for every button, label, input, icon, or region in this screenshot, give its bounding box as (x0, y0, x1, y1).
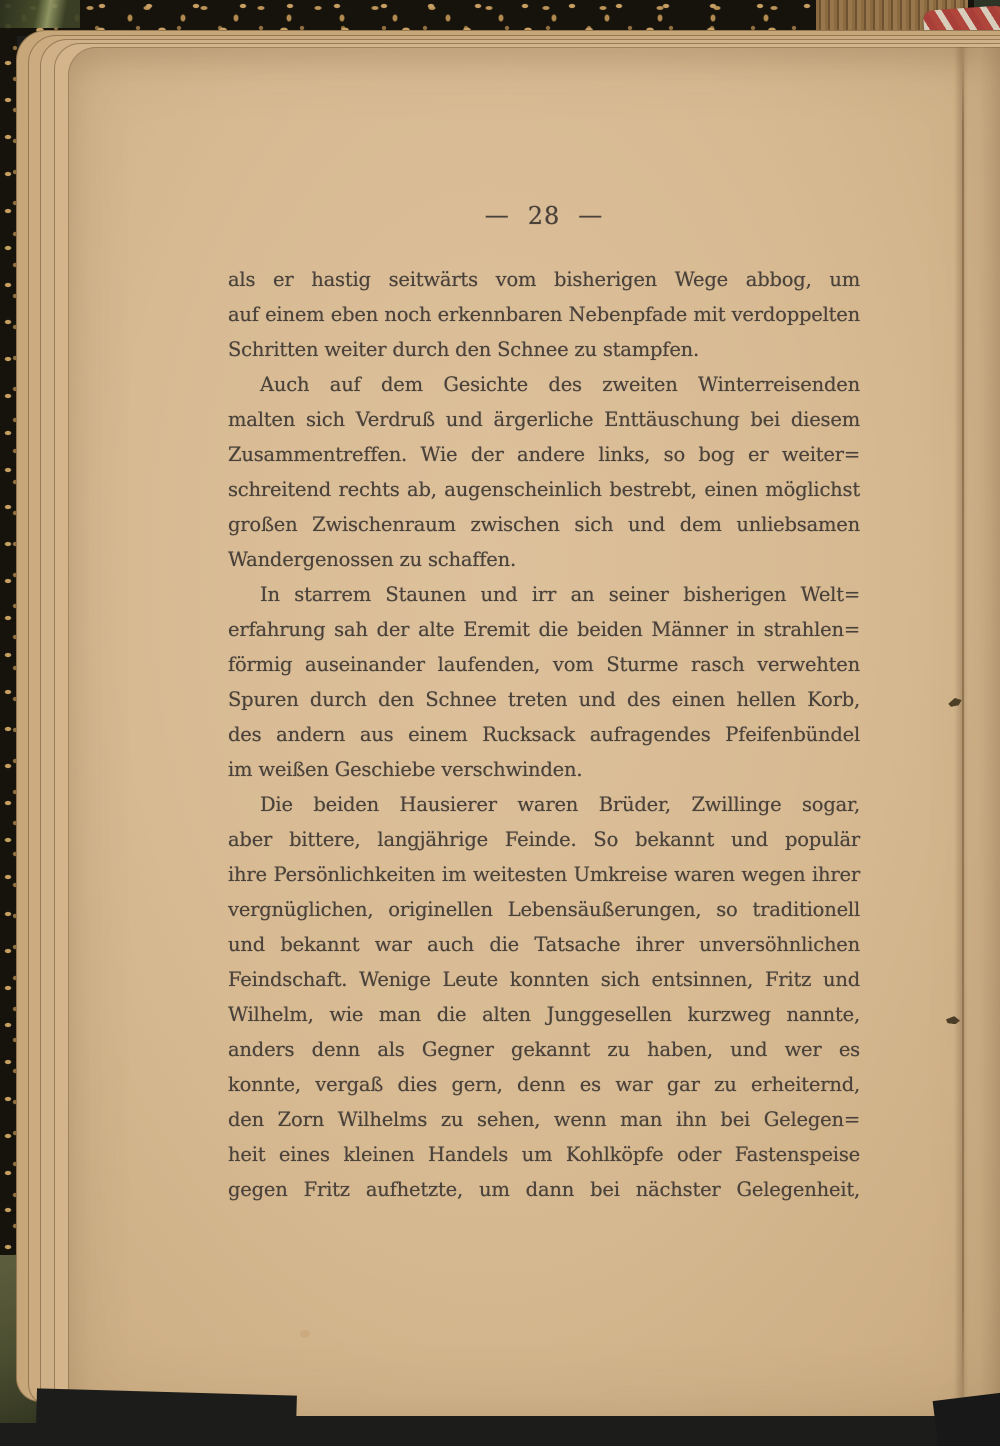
text-line: Wandergenossen zu schaffen. (228, 548, 516, 571)
text-line: großen Zwischenraum zwischen sich und dem unliebsamen (228, 513, 860, 536)
text-line: aber bittere, langjährige Feinde. So bekannt und populär (228, 828, 860, 851)
page-number: 28 (527, 202, 561, 230)
header-dash-left: — (484, 201, 510, 229)
text-line: Spuren durch den Schnee treten und des einen hellen Korb, (228, 688, 860, 711)
text-line: ihre Persönlichkeiten im weitesten Umkreise waren wegen ihrer (228, 863, 860, 886)
text-line: im weißen Geschiebe verschwinden. (228, 758, 583, 781)
text-line: und bekannt war auch die Tatsache ihrer unversöhnlichen (228, 933, 860, 956)
text-line: Wilhelm, wie man die alten Junggesellen kurzweg nannte, (228, 1003, 860, 1026)
paragraph-2 (228, 367, 860, 577)
text-line: gegen Fritz aufhetzte, um dann bei nächster Gelegenheit, (228, 1178, 860, 1201)
header-dash-right: — (578, 201, 604, 229)
gutter-shading (954, 47, 1000, 1416)
text-line: In starrem Staunen und irr an seiner bisherigen Welt= (260, 583, 860, 606)
text-line: Die beiden Hausierer waren Brüder, Zwillinge sogar, (260, 793, 860, 816)
text-line: erfahrung sah der alte Eremit die beiden Männer in strahlen= (228, 618, 860, 641)
text-line: des andern aus einem Rucksack aufragendes Pfeifenbündel (228, 723, 860, 746)
text-line: förmig auseinander laufenden, vom Sturme rasch verwehten (228, 653, 860, 676)
text-line: als er hastig seitwärts vom bisherigen Wege abbog, um (228, 268, 860, 291)
text-line: malten sich Verdruß und ärgerliche Enttäuschung bei diesem (228, 408, 860, 431)
text-line: Auch auf dem Gesichte des zweiten Winterreisenden (260, 373, 860, 396)
text-line: auf einem eben noch erkennbaren Nebenpfade mit verdoppelten (228, 303, 860, 326)
text-line: Feindschaft. Wenige Leute konnten sich entsinnen, Fritz und (228, 968, 860, 991)
text-line: konnte, vergaß dies gern, denn es war gar zu erheiternd, (228, 1073, 860, 1096)
cover-corner-top-left (0, 0, 80, 28)
text-line: schreitend rechts ab, augenscheinlich bestrebt, einen möglichst (228, 478, 860, 501)
paragraph-3 (228, 577, 860, 787)
body-text (228, 262, 860, 1207)
paragraph-1 (228, 262, 860, 367)
table-surface (933, 1391, 1000, 1446)
marbled-cover-left-edge (0, 20, 17, 1265)
text-line: den Zorn Wilhelms zu sehen, wenn man ihn bei Gelegen= (228, 1108, 860, 1131)
gutter-crease (962, 47, 964, 1416)
text-line: vergnüglichen, originellen Lebensäußerungen, so traditionell (228, 898, 860, 921)
text-line: anders denn als Gegner gekannt zu haben, und wer es (228, 1038, 860, 1061)
text-line: heit eines kleinen Handels um Kohlköpfe oder Fastenspeise (228, 1143, 860, 1166)
page-header (228, 198, 860, 234)
paragraph-4 (228, 787, 860, 1207)
foxing-spot (300, 1330, 310, 1338)
text-line: Schritten weiter durch den Schnee zu stampfen. (228, 338, 700, 361)
text-line: Zusammentreffen. Wie der andere links, so bog er weiter= (228, 443, 860, 466)
table-surface (35, 1388, 297, 1446)
